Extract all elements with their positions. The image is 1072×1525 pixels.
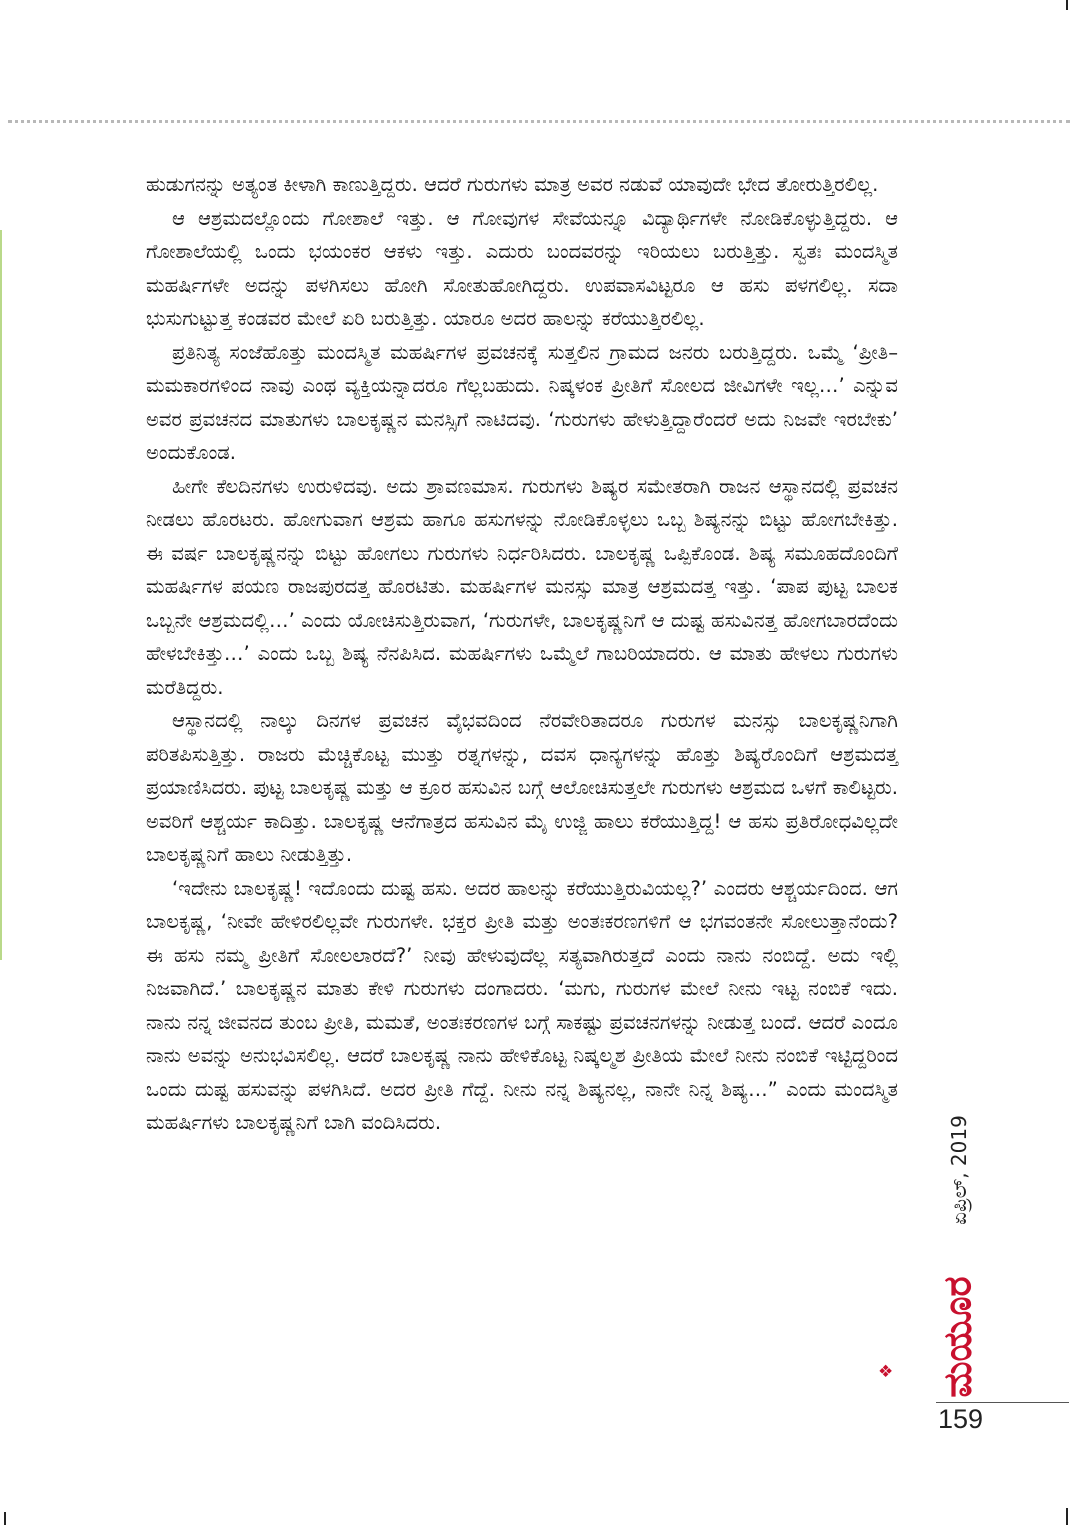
crop-mark-bottom-left	[4, 1512, 6, 1525]
magazine-logo	[936, 1278, 980, 1396]
issue-date	[944, 1100, 974, 1240]
article-paragraph: ‘ಇದೇನು ಬಾಲಕೃಷ್ಣ! ಇದೊಂದು ದುಷ್ಟ ಹಸು. ಅದರ ಹಾಲನ್ನು ಕರೆಯುತ್ತಿರುವಿಯಲ್ಲ?’ ಎಂದರು ಆಶ್ಚರ್ಯದಿಂದ. ಆಗ ಬಾಲಕೃಷ್ಣ, ‘ನೀವೇ ಹೇಳಿರಲಿಲ್ಲವೇ ಗುರುಗಳೇ. ಭಕ್ತರ ಪ್ರೀತಿ ಮತ್ತು ಅಂತಃಕರಣಗಳಿಗೆ ಆ ಭಗವಂತನೇ ಸೋಲುತ್ತಾನೆಂದು? ಈ ಹಸು ನಮ್ಮ ಪ್ರೀತಿಗೆ ಸೋಲಲಾರದೆ?’ ನೀವು ಹೇಳುವುದೆಲ್ಲ ಸತ್ಯವಾಗಿರುತ್ತದೆ ಎಂದು ನಾನು ನಂಬಿದ್ದೆ. ಅದು ಇಲ್ಲಿ ನಿಜವಾಗಿದೆ.’ ಬಾಲಕೃಷ್ಣನ ಮಾತು ಕೇಳಿ ಗುರುಗಳು ದಂಗಾದರು. ‘ಮಗು, ಗುರುಗಳ ಮೇಲೆ ನೀನು ಇಟ್ಟ ನಂಬಿಕೆ ಇದು. ನಾನು ನನ್ನ ಜೀವನದ ತುಂಬ ಪ್ರೀತಿ, ಮಮತೆ, ಅಂತಃಕರಣಗಳ ಬಗ್ಗೆ ಸಾಕಷ್ಟು ಪ್ರವಚನಗಳನ್ನು ನೀಡುತ್ತ ಬಂದೆ. ಆದರೆ ಎಂದೂ ನಾನು ಅವನ್ನು ಅನುಭವಿಸಲಿಲ್ಲ. ಆದರೆ ಬಾಲಕೃಷ್ಣ ನಾನು ಹೇಳಿಕೊಟ್ಟ ನಿಷ್ಕಲ್ಮಶ ಪ್ರೀತಿಯ ಮೇಲೆ ನೀನು ನಂಬಿಕೆ ಇಟ್ಟಿದ್ದರಿಂದ ಒಂದು ದುಷ್ಟ ಹಸುವನ್ನು ಪಳಗಿಸಿದೆ. ಅದರ ಪ್ರೀತಿ ಗೆದ್ದೆ. ನೀನು ನನ್ನ ಶಿಷ್ಯನಲ್ಲ, ನಾನೇ ನಿನ್ನ ಶಿಷ್ಯ…” ಎಂದು ಮಂದಸ್ಮಿತ ಮಹರ್ಷಿಗಳು ಬಾಲಕೃಷ್ಣನಿಗೆ ಬಾಗಿ ವಂದಿಸಿದರು.	[146, 876, 898, 1134]
crop-mark-top-right	[1066, 0, 1068, 10]
footer-rule	[936, 1402, 1069, 1403]
end-of-article-icon: ❖	[878, 1362, 894, 1382]
magazine-logo-text: ಮಯೂರ	[935, 1276, 980, 1398]
page-edge-strip	[0, 230, 2, 960]
article-paragraph: ಪ್ರತಿನಿತ್ಯ ಸಂಜೆಹೊತ್ತು ಮಂದಸ್ಮಿತ ಮಹರ್ಷಿಗಳ ಪ್ರವಚನಕ್ಕೆ ಸುತ್ತಲಿನ ಗ್ರಾಮದ ಜನರು ಬರುತ್ತಿದ್ದರು. ಒಮ್ಮೆ ‘ಪ್ರೀತಿ–ಮಮಕಾರಗಳಿಂದ ನಾವು ಎಂಥ ವ್ಯಕ್ತಿಯನ್ನಾದರೂ ಗೆಲ್ಲಬಹುದು. ನಿಷ್ಕಳಂಕ ಪ್ರೀತಿಗೆ ಸೋಲದ ಜೀವಿಗಳೇ ಇಲ್ಲ…’ ಎನ್ನುವ ಅವರ ಪ್ರವಚನದ ಮಾತುಗಳು ಬಾಲಕೃಷ್ಣನ ಮನಸ್ಸಿಗೆ ನಾಟಿದವು. ‘ಗುರುಗಳು ಹೇಳುತ್ತಿದ್ದಾರೆಂದರೆ ಅದು ನಿಜವೇ ಇರಬೇಕು’ ಅಂದುಕೊಂಡ.	[146, 340, 898, 464]
article-paragraph: ಹುಡುಗನನ್ನು ಅತ್ಯಂತ ಕೀಳಾಗಿ ಕಾಣುತ್ತಿದ್ದರು. ಆದರೆ ಗುರುಗಳು ಮಾತ್ರ ಅವರ ನಡುವೆ ಯಾವುದೇ ಭೇದ ತೋರುತ್ತಿರಲಿಲ್ಲ.	[146, 173, 879, 196]
crop-mark-bottom-right	[1066, 1508, 1068, 1525]
issue-date-text: ಏಪ್ರಿಲ್, 2019	[947, 1115, 971, 1225]
article-paragraph: ಹೀಗೇ ಕೆಲದಿನಗಳು ಉರುಳಿದವು. ಅದು ಶ್ರಾವಣಮಾಸ. ಗುರುಗಳು ಶಿಷ್ಯರ ಸಮೇತರಾಗಿ ರಾಜನ ಆಸ್ಥಾನದಲ್ಲಿ ಪ್ರವಚನ ನೀಡಲು ಹೊರಟರು. ಹೋಗುವಾಗ ಆಶ್ರಮ ಹಾಗೂ ಹಸುಗಳನ್ನು ನೋಡಿಕೊಳ್ಳಲು ಒಬ್ಬ ಶಿಷ್ಯನನ್ನು ಬಿಟ್ಟು ಹೋಗಬೇಕಿತ್ತು. ಈ ವರ್ಷ ಬಾಲಕೃಷ್ಣನನ್ನು ಬಿಟ್ಟು ಹೋಗಲು ಗುರುಗಳು ನಿರ್ಧರಿಸಿದರು. ಬಾಲಕೃಷ್ಣ ಒಪ್ಪಿಕೊಂಡ. ಶಿಷ್ಯ ಸಮೂಹದೊಂದಿಗೆ ಮಹರ್ಷಿಗಳ ಪಯಣ ರಾಜಪುರದತ್ತ ಹೊರಟಿತು. ಮಹರ್ಷಿಗಳ ಮನಸ್ಸು ಮಾತ್ರ ಆಶ್ರಮದತ್ತ ಇತ್ತು. ‘ಪಾಪ ಪುಟ್ಟ ಬಾಲಕ ಒಬ್ಬನೇ ಆಶ್ರಮದಲ್ಲಿ…’ ಎಂದು ಯೋಚಿಸುತ್ತಿರುವಾಗ, ‘ಗುರುಗಳೇ, ಬಾಲಕೃಷ್ಣನಿಗೆ ಆ ದುಷ್ಟ ಹಸುವಿನತ್ತ ಹೋಗಬಾರದೆಂದು ಹೇಳಬೇಕಿತ್ತು…’ ಎಂದು ಒಬ್ಬ ಶಿಷ್ಯ ನೆನಪಿಸಿದ. ಮಹರ್ಷಿಗಳು ಒಮ್ಮೆಲೆ ಗಾಬರಿಯಾದರು. ಆ ಮಾತು ಹೇಳಲು ಗುರುಗಳು ಮರೆತಿದ್ದರು.	[146, 474, 898, 699]
article-paragraph: ಆಸ್ಥಾನದಲ್ಲಿ ನಾಲ್ಕು ದಿನಗಳ ಪ್ರವಚನ ವೈಭವದಿಂದ ನೆರವೇರಿತಾದರೂ ಗುರುಗಳ ಮನಸ್ಸು ಬಾಲಕೃಷ್ಣನಿಗಾಗಿ ಪರಿತಪಿಸುತ್ತಿತ್ತು. ರಾಜರು ಮೆಚ್ಚಿಕೊಟ್ಟ ಮುತ್ತು ರತ್ನಗಳನ್ನು, ದವಸ ಧಾನ್ಯಗಳನ್ನು ಹೊತ್ತು ಶಿಷ್ಯರೊಂದಿಗೆ ಆಶ್ರಮದತ್ತ ಪ್ರಯಾಣಿಸಿದರು. ಪುಟ್ಟ ಬಾಲಕೃಷ್ಣ ಮತ್ತು ಆ ಕ್ರೂರ ಹಸುವಿನ ಬಗ್ಗೆ ಆಲೋಚಿಸುತ್ತಲೇ ಗುರುಗಳು ಆಶ್ರಮದ ಒಳಗೆ ಕಾಲಿಟ್ಟರು. ಅವರಿಗೆ ಆಶ್ಚರ್ಯ ಕಾದಿತ್ತು. ಬಾಲಕೃಷ್ಣ ಆನೆಗಾತ್ರದ ಹಸುವಿನ ಮೈ ಉಜ್ಜಿ ಹಾಲು ಕರೆಯುತ್ತಿದ್ದ! ಆ ಹಸು ಪ್ರತಿರೋಧವಿಲ್ಲದೇ ಬಾಲಕೃಷ್ಣನಿಗೆ ಹಾಲು ನೀಡುತ್ತಿತ್ತು.	[146, 709, 898, 866]
header-dotted-rule	[8, 120, 1070, 123]
article-body	[146, 168, 898, 1140]
page-number: 159	[938, 1404, 984, 1434]
article-paragraph: ಆ ಆಶ್ರಮದಲ್ಲೊಂದು ಗೋಶಾಲೆ ಇತ್ತು. ಆ ಗೋವುಗಳ ಸೇವೆಯನ್ನೂ ವಿದ್ಯಾರ್ಥಿಗಳೇ ನೋಡಿಕೊಳ್ಳುತ್ತಿದ್ದರು. ಆ ಗೋಶಾಲೆಯಲ್ಲಿ ಒಂದು ಭಯಂಕರ ಆಕಳು ಇತ್ತು. ಎದುರು ಬಂದವರನ್ನು ಇರಿಯಲು ಬರುತ್ತಿತ್ತು. ಸ್ವತಃ ಮಂದಸ್ಮಿತ ಮಹರ್ಷಿಗಳೇ ಅದನ್ನು ಪಳಗಿಸಲು ಹೋಗಿ ಸೋತುಹೋಗಿದ್ದರು. ಉಪವಾಸವಿಟ್ಟರೂ ಆ ಹಸು ಪಳಗಲಿಲ್ಲ. ಸದಾ ಭುಸುಗುಟ್ಟುತ್ತ ಕಂಡವರ ಮೇಲೆ ಏರಿ ಬರುತ್ತಿತ್ತು. ಯಾರೂ ಅದರ ಹಾಲನ್ನು ಕರೆಯುತ್ತಿರಲಿಲ್ಲ.	[146, 206, 898, 330]
